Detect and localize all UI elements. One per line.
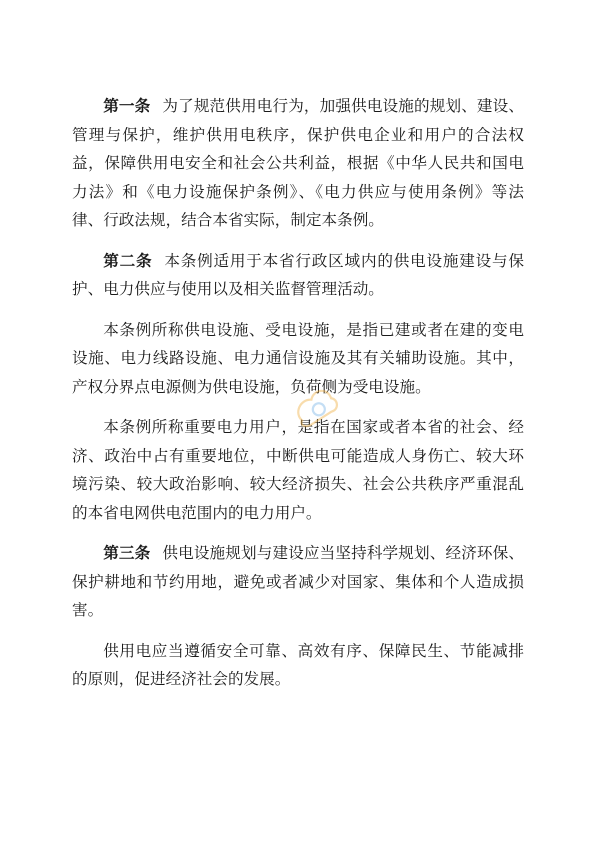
article-2-text: 本条例适用于本省行政区域内的供电设施建设与保护、电力供应与使用以及相关监督管理活动。 [72, 251, 524, 298]
article-3-text: 供电设施规划与建设应当坚持科学规划、经济环保、保护耕地和节约用地，避免或者减少对国家、集体和个人造成损害。 [72, 544, 524, 619]
article-2-heading: 第二条 [103, 251, 153, 270]
article-1 [72, 92, 524, 235]
article-3-heading: 第三条 [103, 544, 151, 562]
article-2-paragraph-1: 本条例所称供电设施、受电设施，是指已建或者在建的变电设施、电力线路设施、电力通信设施及其有关辅助设施。其中，产权分界点电源侧为供电设施，负荷侧为受电设施。 [72, 320, 524, 396]
article-2 [72, 247, 524, 304]
article-3-paragraph-1: 供用电应当遵循安全可靠、高效有序、保障民生、节能减排的原则，促进经济社会的发展。 [72, 641, 524, 688]
article-2-paragraph-2: 本条例所称重要电力用户，是指在国家或者本省的社会、经济、政治中占有重要地位，中断供电可能造成人身伤亡、较大环境污染、较大政治影响、较大经济损失、社会公共秩序严重混乱的本省电网供电范围内的电力用户。 [72, 418, 524, 522]
article-1-heading: 第一条 [103, 97, 151, 115]
article-3 [72, 539, 524, 625]
article-1-text: 为了规范供用电行为，加强供电设施的规划、建设、管理与保护，维护供用电秩序，保护供电企业和用户的合法权益，保障供用电安全和社会公共利益，根据《中华人民共和国电力法》和《电力设施保护条例》、《电力供应与使用条例》等法律、行政法规，结合本省实际，制定本条例。 [72, 97, 524, 229]
